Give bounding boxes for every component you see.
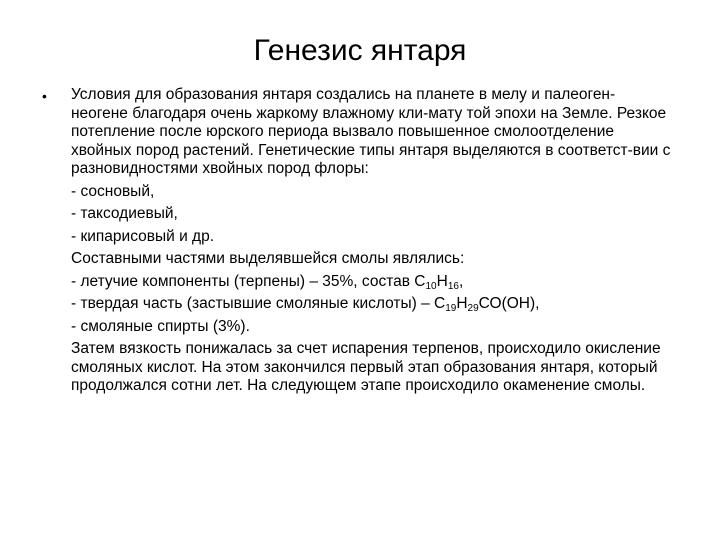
formula-subscript: 10 — [425, 280, 437, 292]
bullet-content — [71, 86, 671, 396]
component-alcohols: - смоляные спирты (3%). — [71, 317, 250, 335]
component-text: - летучие компоненты (терпены) – 35%, состав С — [71, 272, 426, 290]
amber-type-item: - таксодиевый, — [71, 205, 178, 222]
component-text: СО(ОН), — [478, 295, 540, 312]
slide-title: Генезис янтаря — [253, 34, 467, 67]
components-heading: Составными частями выделявшейся смолы являлись: — [71, 250, 465, 267]
formula-subscript: 29 — [467, 303, 479, 314]
formula-subscript: 16 — [447, 280, 459, 292]
amber-type-item: - сосновый, — [71, 182, 155, 200]
intro-paragraph: Условия для образования янтаря создались на планете в мелу и палеоген-неогене благодаря очень жаркому влажному кли-мату той эпохи на Земле. Резкое потепление после юрского периода вызвало повышенное смолоотделение хвойных пород растений. Генетические типы янтаря выделяются в соответст-вии с разновидностями хвойных пород флоры: — [71, 86, 671, 177]
component-text: , — [458, 272, 464, 290]
component-text: - твердая часть (застывшие смоляные кислоты) – С — [71, 295, 446, 312]
amber-type-item: - кипарисовый и др. — [71, 227, 215, 245]
component-solid — [71, 293, 671, 316]
bullet-marker: • — [42, 88, 47, 104]
conclusion-paragraph: Затем вязкость понижалась за счет испарения терпенов, происходило окисление смоляных кислот. На этом закончился первый этап образования янтаря, который продолжался сотни лет. На следующем этапе происходило окаменение смолы. — [71, 340, 661, 394]
component-volatile — [71, 271, 671, 294]
formula-subscript: 19 — [445, 303, 457, 314]
formula-element: Н — [456, 295, 468, 312]
formula-element: Н — [436, 272, 448, 290]
